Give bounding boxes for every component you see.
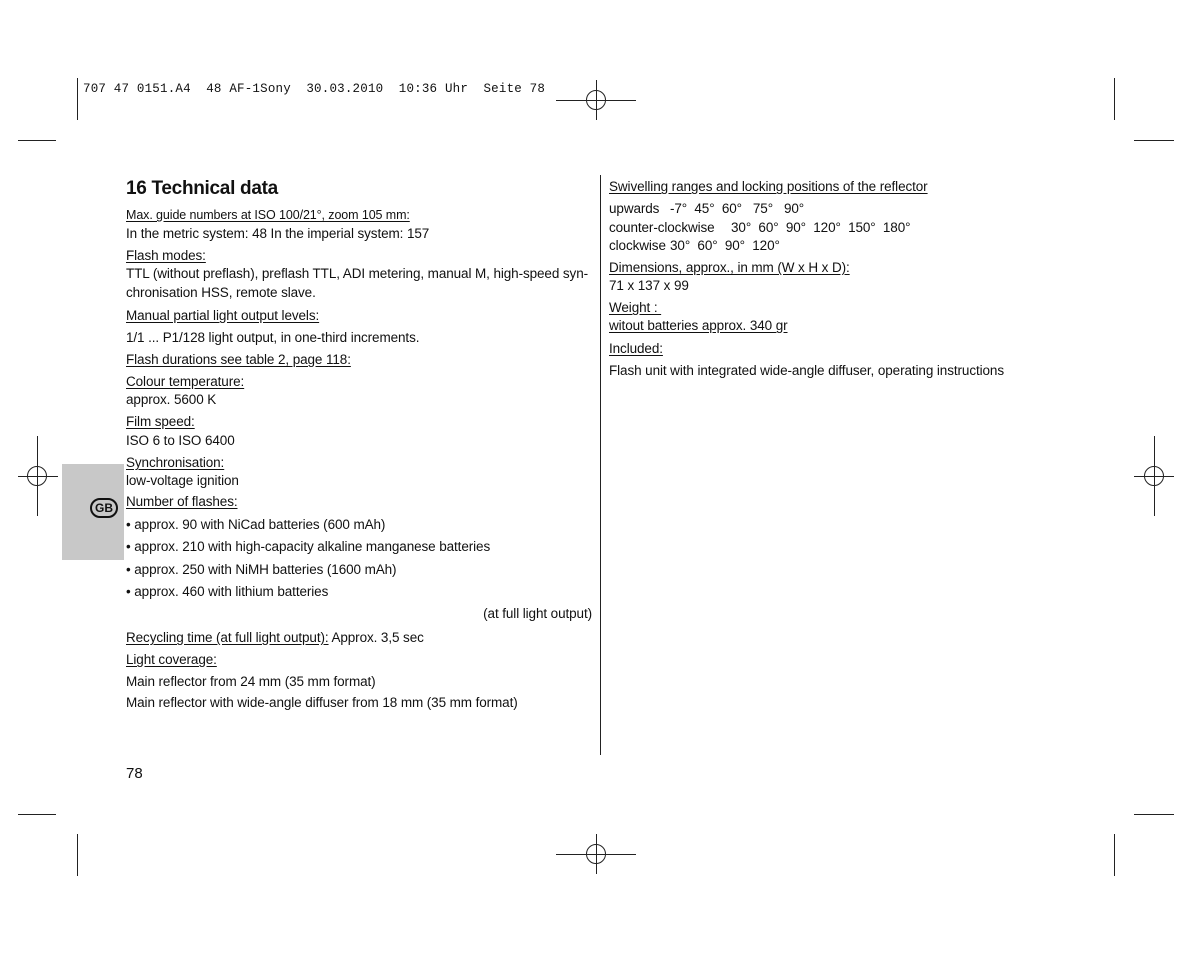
crop-mark: [18, 814, 56, 815]
swivel-ccw-label: counter-clockwise: [609, 220, 715, 235]
colour-value: approx. 5600 K: [126, 392, 217, 407]
included-value: Flash unit with integrated wide-angle diffuser, operating instructions: [609, 363, 1004, 378]
swivel-up-values: -7° 45° 60° 75° 90°: [670, 201, 805, 216]
recycling-value: Approx. 3,5 sec: [328, 630, 424, 645]
page-number: 78: [126, 765, 143, 782]
dimensions-value: 71 x 137 x 99: [609, 278, 689, 293]
coverage-line: Main reflector from 24 mm (35 mm format): [126, 674, 376, 689]
coverage-line: Main reflector with wide-angle diffuser from 18 mm (35 mm format): [126, 695, 518, 710]
section-title: 16 Technical data: [126, 178, 278, 199]
language-badge: GB: [90, 498, 118, 518]
dimensions-heading: Dimensions, approx., in mm (W x H x D):: [609, 260, 850, 275]
flashes-heading: Number of flashes:: [126, 494, 238, 509]
column-divider: [600, 175, 601, 755]
film-heading: Film speed:: [126, 414, 195, 429]
modes-heading: Flash modes:: [126, 248, 206, 263]
recycling-heading: Recycling time (at full light output):: [126, 630, 329, 645]
partial-value: 1/1 ... P1/128 light output, in one-third increments.: [126, 330, 420, 345]
swivel-cw-values: 30° 60° 90° 120°: [670, 238, 780, 253]
swivel-up-label: upwards: [609, 201, 660, 216]
sync-value: low-voltage ignition: [126, 473, 239, 488]
crop-mark: [1134, 814, 1174, 815]
partial-heading: Manual partial light output levels:: [126, 308, 320, 323]
guide-heading: Max. guide numbers at ISO 100/21°, zoom 105 mm:: [126, 208, 410, 222]
crop-mark: [77, 78, 78, 120]
guide-value: In the metric system: 48 In the imperial system: 157: [126, 226, 430, 241]
crop-mark: [1114, 78, 1115, 120]
durations-heading: Flash durations see table 2, page 118:: [126, 352, 351, 367]
colour-heading: Colour temperature:: [126, 374, 245, 389]
registration-circle: [586, 844, 606, 864]
swivel-heading: Swivelling ranges and locking positions of the reflector: [609, 179, 928, 194]
flashes-item: • approx. 210 with high-capacity alkaline manganese batteries: [126, 539, 491, 554]
film-value: ISO 6 to ISO 6400: [126, 433, 235, 448]
flashes-item: • approx. 460 with lithium batteries: [126, 584, 329, 599]
coverage-heading: Light coverage:: [126, 652, 217, 667]
weight-value: witout batteries approx. 340 gr: [609, 318, 788, 333]
included-heading: Included:: [609, 341, 663, 356]
registration-circle: [586, 90, 606, 110]
crop-mark: [77, 834, 78, 876]
recycling-row: [126, 629, 424, 647]
registration-circle: [1144, 466, 1164, 486]
flashes-note: (at full light output): [483, 606, 592, 621]
crop-mark: [1134, 140, 1174, 141]
modes-line: TTL (without preflash), preflash TTL, ADI metering, manual M, high-speed syn-: [126, 266, 588, 281]
weight-heading: Weight :: [609, 300, 662, 315]
registration-circle: [27, 466, 47, 486]
swivel-cw-label: clockwise: [609, 238, 666, 253]
modes-line: chronisation HSS, remote slave.: [126, 285, 316, 300]
crop-mark: [18, 140, 56, 141]
crop-mark: [1114, 834, 1115, 876]
swivel-ccw-values: 30° 60° 90° 120° 150° 180°: [731, 220, 911, 235]
sync-heading: Synchronisation:: [126, 455, 225, 470]
flashes-item: • approx. 90 with NiCad batteries (600 mAh): [126, 517, 386, 532]
flashes-item: • approx. 250 with NiMH batteries (1600 mAh): [126, 562, 397, 577]
print-header: 707 47 0151.A4 48 AF-1Sony 30.03.2010 10:36 Uhr Seite 78: [83, 82, 546, 96]
